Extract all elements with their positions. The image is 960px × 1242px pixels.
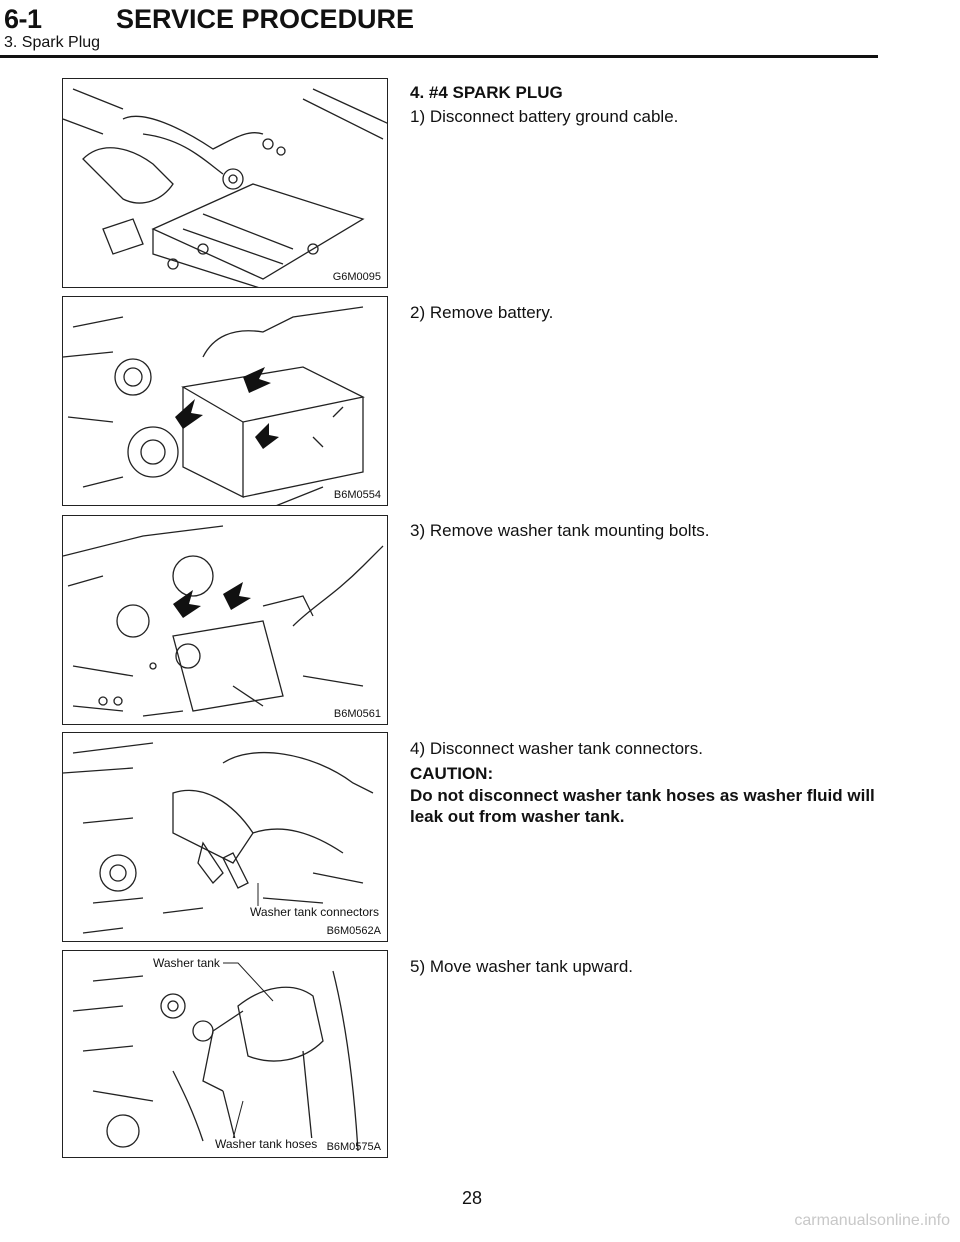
illustration-battery-cable <box>63 79 388 288</box>
page-number: 28 <box>462 1188 483 1208</box>
section-title: SERVICE PROCEDURE <box>116 4 415 34</box>
figure-washer-tank-bolts <box>62 515 388 725</box>
figure-code: B6M0561 <box>333 708 381 720</box>
step-4-text: 4) Disconnect washer tank connectors. <box>410 739 703 758</box>
illustration-washer-bolts <box>63 516 388 725</box>
caution-body: Do not disconnect washer tank hoses as washer fluid will leak out from washer tank. <box>410 786 875 826</box>
callout-washer-tank-hoses: Washer tank hoses <box>215 1137 318 1151</box>
illustration-washer-tank <box>63 951 388 1158</box>
header-rule <box>0 55 878 58</box>
figure-code: B6M0575A <box>326 1141 381 1153</box>
watermark: carmanualsonline.info <box>794 1212 950 1229</box>
figure-washer-tank-connectors <box>62 732 388 942</box>
figure-code: B6M0562A <box>326 925 381 937</box>
figure-move-washer-tank <box>62 950 388 1158</box>
subsection-title: 3. Spark Plug <box>4 34 101 51</box>
figure-code: G6M0095 <box>332 271 381 283</box>
illustration-battery-removal <box>63 297 388 506</box>
callout-washer-tank-connectors: Washer tank connectors <box>250 905 379 919</box>
figure-battery-ground-cable <box>62 78 388 288</box>
procedure-heading: 4. #4 SPARK PLUG <box>410 83 563 102</box>
section-number: 6-1 <box>4 4 42 34</box>
step-5-text: 5) Move washer tank upward. <box>410 957 633 976</box>
step-1-text: 1) Disconnect battery ground cable. <box>410 107 679 126</box>
page-header <box>0 0 960 62</box>
caution-title: CAUTION: <box>410 764 494 783</box>
step-3-text: 3) Remove washer tank mounting bolts. <box>410 521 710 540</box>
step-2-text: 2) Remove battery. <box>410 303 554 322</box>
figure-remove-battery <box>62 296 388 506</box>
callout-washer-tank: Washer tank <box>153 956 220 970</box>
figure-code: B6M0554 <box>333 489 381 501</box>
